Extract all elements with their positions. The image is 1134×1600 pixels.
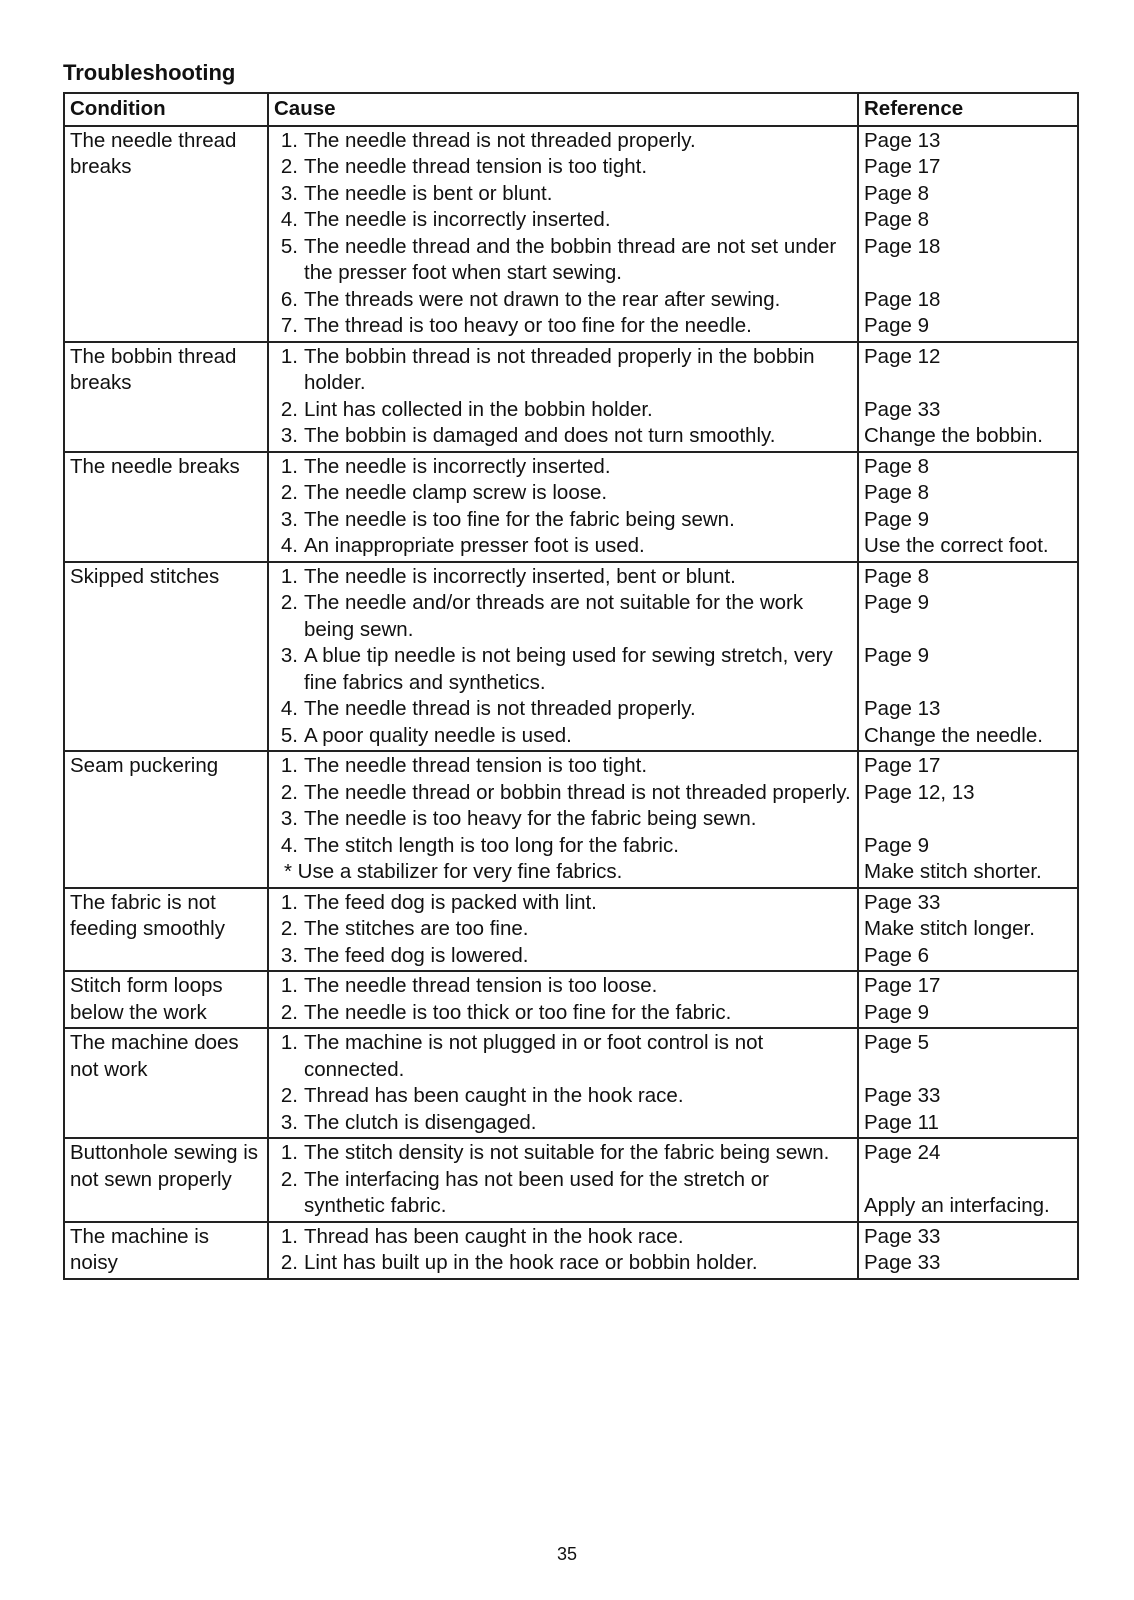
cause-item bbox=[274, 533, 852, 560]
cause-text: Lint has collected in the bobbin holder. bbox=[304, 397, 653, 421]
condition-cell: The bobbin thread breaks bbox=[64, 342, 268, 452]
cause-number: 1. bbox=[280, 564, 298, 588]
condition-cell: Stitch form loops below the work bbox=[64, 971, 268, 1028]
cause-text: The feed dog is packed with lint. bbox=[304, 890, 597, 914]
table-row bbox=[64, 1222, 1078, 1279]
cause-item bbox=[274, 1083, 852, 1110]
reference-cell: Page 12 Page 33 Change the bobbin. bbox=[858, 342, 1078, 452]
condition-cell: The needle thread breaks bbox=[64, 126, 268, 342]
table-row bbox=[64, 126, 1078, 342]
cause-text: The needle thread tension is too tight. bbox=[304, 155, 648, 178]
cause-item bbox=[274, 973, 852, 1000]
cause-item bbox=[274, 1224, 852, 1251]
cause-note: * Use a stabilizer for very fine fabrics. bbox=[284, 860, 623, 883]
cause-item bbox=[274, 564, 852, 591]
reference-cell: Page 33 Page 33 bbox=[858, 1222, 1078, 1279]
cause-cell bbox=[268, 751, 858, 888]
condition-cell: The machine is noisy bbox=[64, 1222, 268, 1279]
cause-text: The threads were not drawn to the rear after sewing. bbox=[304, 287, 781, 311]
cause-number: 6. bbox=[280, 287, 298, 311]
cause-text: The needle is incorrectly inserted. bbox=[304, 454, 611, 478]
cause-text: Thread has been caught in the hook race. bbox=[304, 1084, 684, 1107]
cause-item bbox=[274, 234, 852, 287]
cause-text: The needle is too fine for the fabric being sewn. bbox=[304, 507, 735, 531]
cause-item bbox=[274, 590, 852, 643]
cause-item bbox=[274, 313, 852, 340]
cause-number: 3. bbox=[280, 943, 298, 967]
reference-cell: Page 17 Page 12, 13 Page 9 Make stitch shorter. bbox=[858, 751, 1078, 888]
cause-text: The stitch density is not suitable for the fabric being sewn. bbox=[304, 1141, 830, 1164]
condition-cell: The fabric is not feeding smoothly bbox=[64, 888, 268, 972]
cause-item bbox=[274, 1250, 852, 1277]
cause-number: 4. bbox=[280, 534, 298, 557]
cause-cell bbox=[268, 562, 858, 752]
page-number: 35 bbox=[556, 1544, 578, 1564]
cause-item bbox=[274, 1000, 852, 1027]
cause-number: 5. bbox=[280, 723, 298, 747]
troubleshooting-table bbox=[63, 92, 1079, 1280]
cause-text: The needle clamp screw is loose. bbox=[304, 481, 608, 504]
cause-cell bbox=[268, 888, 858, 972]
cause-item bbox=[274, 397, 852, 424]
cause-item bbox=[274, 1110, 852, 1137]
reference-cell: Page 33 Make stitch longer. Page 6 bbox=[858, 888, 1078, 972]
cause-text: The needle thread or bobbin thread is not threaded properly. bbox=[304, 780, 851, 804]
cause-number: 3. bbox=[280, 1110, 298, 1134]
cause-cell bbox=[268, 971, 858, 1028]
cause-item bbox=[274, 507, 852, 534]
reference-cell: Page 17 Page 9 bbox=[858, 971, 1078, 1028]
condition-cell: The machine does not work bbox=[64, 1028, 268, 1138]
table-row bbox=[64, 1138, 1078, 1222]
reference-cell: Page 5 Page 33 Page 11 bbox=[858, 1028, 1078, 1138]
cause-item bbox=[274, 423, 852, 450]
cause-number: 4. bbox=[280, 208, 298, 231]
condition-cell: The needle breaks bbox=[64, 452, 268, 562]
reference-cell: Page 24 Apply an interfacing. bbox=[858, 1138, 1078, 1222]
cause-item bbox=[274, 753, 852, 780]
table-row bbox=[64, 1028, 1078, 1138]
cause-item bbox=[274, 128, 852, 155]
cause-number: 1. bbox=[280, 128, 298, 152]
cause-item bbox=[274, 890, 852, 917]
cause-number: 2. bbox=[280, 397, 298, 421]
table-row bbox=[64, 342, 1078, 452]
table-row bbox=[64, 751, 1078, 888]
cause-number: 2. bbox=[280, 1167, 298, 1191]
cause-number: 1. bbox=[280, 754, 298, 777]
cause-number: 3. bbox=[280, 807, 298, 830]
cause-cell bbox=[268, 126, 858, 342]
header-reference: Reference bbox=[858, 93, 1078, 126]
cause-text: The clutch is disengaged. bbox=[304, 1110, 537, 1134]
page-title: Troubleshooting bbox=[63, 60, 236, 85]
condition-cell: Skipped stitches bbox=[64, 562, 268, 752]
cause-text: The stitches are too fine. bbox=[304, 917, 529, 940]
cause-item bbox=[274, 1167, 852, 1220]
reference-cell: Page 8 Page 9 Page 9 Page 13 Change the needle. bbox=[858, 562, 1078, 752]
cause-cell bbox=[268, 1138, 858, 1222]
cause-item bbox=[274, 780, 852, 807]
cause-number: 2. bbox=[280, 1084, 298, 1107]
cause-text: An inappropriate presser foot is used. bbox=[304, 534, 645, 557]
cause-item bbox=[274, 344, 852, 397]
cause-number: 2. bbox=[280, 780, 298, 804]
cause-text: The needle thread tension is too loose. bbox=[304, 974, 658, 997]
cause-cell bbox=[268, 1222, 858, 1279]
cause-number: 1. bbox=[280, 974, 298, 997]
cause-number: 1. bbox=[280, 344, 298, 368]
cause-number: 2. bbox=[280, 481, 298, 504]
cause-number: 4. bbox=[280, 833, 298, 857]
cause-number: 1. bbox=[280, 890, 298, 914]
cause-item bbox=[274, 723, 852, 750]
cause-cell bbox=[268, 452, 858, 562]
cause-item bbox=[274, 480, 852, 507]
cause-number: 3. bbox=[280, 644, 298, 667]
cause-text: The needle and/or threads are not suitable for the work being sewn. bbox=[304, 591, 804, 641]
cause-number: 2. bbox=[280, 1000, 298, 1024]
cause-number: 1. bbox=[280, 454, 298, 478]
cause-number: 5. bbox=[280, 234, 298, 258]
cause-item bbox=[274, 643, 852, 696]
cause-item bbox=[274, 806, 852, 833]
cause-text: The needle thread and the bobbin thread are not set under the presser foot when start sewing. bbox=[304, 234, 837, 284]
cause-text: The needle thread tension is too tight. bbox=[304, 754, 648, 777]
table-row bbox=[64, 562, 1078, 752]
cause-item bbox=[274, 1030, 852, 1083]
cause-text: A blue tip needle is not being used for sewing stretch, very fine fabrics and synthetics. bbox=[304, 644, 833, 694]
table-row bbox=[64, 452, 1078, 562]
cause-number: 2. bbox=[280, 155, 298, 178]
cause-text: The feed dog is lowered. bbox=[304, 943, 529, 967]
table-row bbox=[64, 888, 1078, 972]
cause-number: 2. bbox=[280, 1251, 298, 1274]
cause-item bbox=[274, 287, 852, 314]
cause-number: 3. bbox=[280, 424, 298, 447]
cause-item bbox=[274, 154, 852, 181]
table-body bbox=[64, 126, 1078, 1279]
table-header-row bbox=[64, 93, 1078, 126]
cause-item bbox=[274, 454, 852, 481]
cause-text: The thread is too heavy or too fine for the needle. bbox=[304, 314, 752, 337]
cause-number: 4. bbox=[280, 697, 298, 720]
cause-text: The needle is too heavy for the fabric being sewn. bbox=[304, 807, 757, 830]
cause-item bbox=[274, 916, 852, 943]
cause-text: The needle thread is not threaded properly. bbox=[304, 697, 696, 720]
cause-number: 2. bbox=[280, 917, 298, 940]
cause-text: The needle thread is not threaded properly. bbox=[304, 128, 696, 152]
cause-text: A poor quality needle is used. bbox=[304, 723, 572, 747]
cause-number: 2. bbox=[280, 591, 298, 614]
cause-item bbox=[274, 696, 852, 723]
cause-number: 7. bbox=[280, 314, 298, 337]
cause-text: Lint has built up in the hook race or bobbin holder. bbox=[304, 1251, 758, 1274]
cause-text: The bobbin is damaged and does not turn smoothly. bbox=[304, 424, 776, 447]
cause-text: The needle is bent or blunt. bbox=[304, 181, 553, 205]
cause-text: The needle is too thick or too fine for the fabric. bbox=[304, 1000, 732, 1024]
condition-cell: Buttonhole sewing is not sewn properly bbox=[64, 1138, 268, 1222]
condition-cell: Seam puckering bbox=[64, 751, 268, 888]
reference-cell: Page 8 Page 8 Page 9 Use the correct foot. bbox=[858, 452, 1078, 562]
cause-item bbox=[274, 833, 852, 860]
table-row bbox=[64, 971, 1078, 1028]
cause-number: 3. bbox=[280, 181, 298, 205]
cause-number: 1. bbox=[280, 1224, 298, 1248]
cause-text: The stitch length is too long for the fabric. bbox=[304, 833, 679, 857]
cause-cell bbox=[268, 1028, 858, 1138]
cause-text: The needle is incorrectly inserted. bbox=[304, 208, 611, 231]
cause-item bbox=[274, 207, 852, 234]
reference-cell: Page 13 Page 17 Page 8 Page 8 Page 18 Page 18 Page 9 bbox=[858, 126, 1078, 342]
cause-item bbox=[274, 1140, 852, 1167]
cause-number: 1. bbox=[280, 1031, 298, 1054]
cause-number: 3. bbox=[280, 507, 298, 531]
cause-text: Thread has been caught in the hook race. bbox=[304, 1224, 684, 1248]
cause-text: The needle is incorrectly inserted, bent or blunt. bbox=[304, 564, 736, 588]
cause-text: The interfacing has not been used for the stretch or synthetic fabric. bbox=[304, 1167, 769, 1217]
cause-text: The bobbin thread is not threaded properly in the bobbin holder. bbox=[304, 344, 815, 394]
cause-item bbox=[274, 181, 852, 208]
cause-text: The machine is not plugged in or foot control is not connected. bbox=[304, 1031, 764, 1081]
header-condition: Condition bbox=[64, 93, 268, 126]
cause-number: 1. bbox=[280, 1141, 298, 1164]
header-cause: Cause bbox=[268, 93, 858, 126]
cause-item bbox=[274, 943, 852, 970]
cause-cell bbox=[268, 342, 858, 452]
